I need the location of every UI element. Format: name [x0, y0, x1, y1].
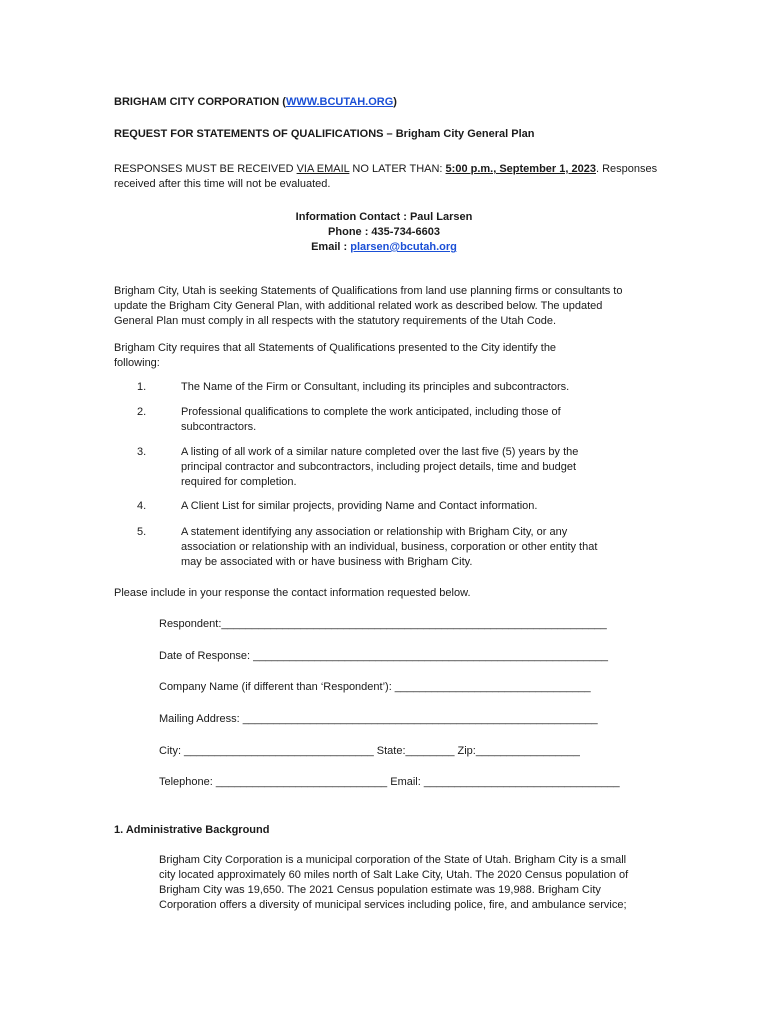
contact-phone: Phone : 435-734-6603 [328, 226, 440, 238]
contact-email-link[interactable]: plarsen@bcutah.org [350, 241, 457, 253]
contact-email-line: Email : plarsen@bcutah.org [311, 241, 457, 253]
list-item-number: 4. [137, 500, 147, 512]
list-item: The Name of the Firm or Consultant, including its principles and subcontractors. [181, 381, 570, 393]
contact-block [114, 210, 654, 255]
list-item: A Client List for similar projects, providing Name and Contact information. [181, 500, 538, 512]
requirements-lead: Brigham City requires that all Statements of Qualifications presented to the City identify the following: [114, 342, 557, 369]
org-heading [114, 95, 397, 110]
deadline-notice [114, 162, 674, 192]
list-item-number: 3. [137, 446, 147, 458]
list-item-number: 5. [137, 526, 147, 538]
section-paragraph: Brigham City Corporation is a municipal corporation of the State of Utah. Brigham City is a small city located approximately 60 miles north of Salt Lake City, Utah. The 2020 Census population of Brigham City was 19,650. The 2021 Census population estimate was 19,988. Brigham City Corporation offers a diversity of municipal services including police, fire, and ambulance service; [159, 854, 629, 911]
deadline-line-2: received after this time will not be evaluated. [114, 178, 331, 190]
intro-paragraph: Brigham City, Utah is seeking Statements of Qualifications from land use planning firms or consultants to update the Brigham City General Plan, with additional related work as described below. The updated General Plan must comply in all respects with the statutory requirements of the Utah Code. [114, 285, 623, 327]
via-email-text: VIA EMAIL [296, 163, 350, 175]
org-suffix: ) [393, 96, 397, 108]
company-name-field[interactable]: Company Name (if different than ‘Respondent’): ________________________________ [159, 681, 591, 693]
org-prefix: BRIGHAM CITY CORPORATION ( [114, 96, 286, 108]
section-heading: 1. Administrative Background [114, 824, 270, 836]
org-website-link[interactable]: WWW.BCUTAH.ORG [285, 96, 394, 108]
deadline-line-1: RESPONSES MUST BE RECEIVED VIA EMAIL NO LATER THAN: 5:00 p.m., September 1, 2023. Responses [114, 163, 658, 175]
telephone-email-field[interactable]: Telephone: ____________________________ Email: ________________________________ [159, 776, 620, 788]
date-of-response-field[interactable]: Date of Response: __________________________________________________________ [159, 650, 608, 662]
list-item: A statement identifying any association or relationship with Brigham City, or any association or relationship with an individual, business, corporation or other entity that may be associated with or have business with Brigham City. [181, 526, 598, 568]
respondent-field[interactable]: Respondent:_______________________________________________________________ [159, 618, 607, 630]
list-item: Professional qualifications to complete the work anticipated, including those of subcontractors. [181, 406, 561, 433]
contact-name: Information Contact : Paul Larsen [295, 211, 473, 223]
form-lead: Please include in your response the contact information requested below. [114, 587, 471, 599]
rfq-title: REQUEST FOR STATEMENTS OF QUALIFICATIONS – Brigham City General Plan [114, 128, 535, 140]
mailing-address-field[interactable]: Mailing Address: __________________________________________________________ [159, 713, 598, 725]
list-item: A listing of all work of a similar nature completed over the last five (5) years by the principal contractor and subcontractors, including project details, time and budget required for completion. [181, 446, 579, 488]
list-item-number: 2. [137, 406, 147, 418]
list-item-number: 1. [137, 381, 147, 393]
city-state-zip-field[interactable]: City: _______________________________ State:________ Zip:_________________ [159, 745, 580, 757]
deadline-date: 5:00 p.m., September 1, 2023 [445, 163, 596, 175]
